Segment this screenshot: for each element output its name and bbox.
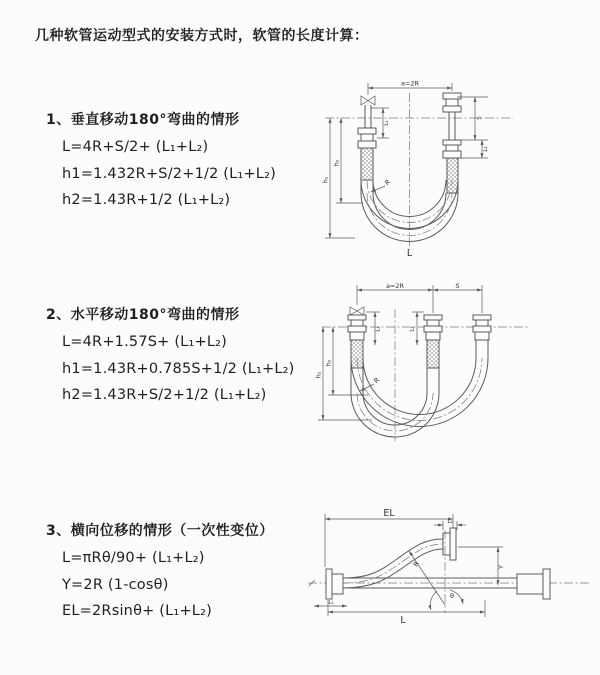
dimension-label-y: Y xyxy=(497,565,505,569)
dimension-s xyxy=(433,283,482,290)
dimension-el xyxy=(325,508,453,567)
formula-h2: h2=1.43R+S/2+1/2 (L₁+L₂) xyxy=(62,387,267,403)
right-pipe-fitting xyxy=(473,315,491,358)
dimension-a-2r xyxy=(357,283,482,313)
formula-h2: h2=1.43R+1/2 (L₁+L₂) xyxy=(62,192,231,208)
formula-length: L=πRθ/90+ (L₁+L₂) xyxy=(62,550,205,566)
braided-hose-section xyxy=(361,148,373,180)
dimension-s xyxy=(457,97,488,140)
formula-length: L=4R+1.57S+ (L₁+L₂) xyxy=(62,334,227,350)
formula-length: L=4R+S/2+ (L₁+L₂) xyxy=(62,139,209,155)
left-pipe-fitting xyxy=(358,105,376,180)
dimension-label-l1: L₁ xyxy=(384,120,390,126)
valve-icon xyxy=(361,96,375,105)
dimension-label-l1: L₁ xyxy=(328,600,334,606)
dimension-label-a: a=2R xyxy=(385,283,405,290)
dimension-y xyxy=(458,547,505,585)
dimension-label-el: EL xyxy=(383,508,395,519)
dimension-a-2r xyxy=(368,80,452,96)
dimension-label-a: a=2R xyxy=(400,79,420,88)
dimension-label-h2: h₂ xyxy=(324,359,333,367)
vertical-bend-diagram xyxy=(305,75,525,264)
section-2-heading: 2、水平移动180°弯曲的情形 xyxy=(46,307,240,323)
formula-h1: h1=1.432R+S/2+1/2 (L₁+L₂) xyxy=(62,165,276,182)
dimension-label-l2: L₂ xyxy=(409,326,416,332)
section-horizontal-180-bend xyxy=(46,304,295,414)
section-1-heading: 1、垂直移动180°弯曲的情形 xyxy=(46,112,240,128)
lateral-displacement-diagram xyxy=(300,505,600,634)
page-title: 几种软管运动型式的安装方式时，软管的长度计算： xyxy=(35,28,369,44)
middle-pipe-fitting xyxy=(424,315,442,368)
right-pipe-fitting xyxy=(443,93,461,193)
valve-icon xyxy=(350,307,364,315)
hose-u-bend-position-2 xyxy=(351,358,488,427)
section-lateral-displacement xyxy=(46,520,274,630)
formula-el: EL=2Rsinθ+ (L₁+L₂) xyxy=(62,603,212,619)
horizontal-bend-diagram xyxy=(310,283,540,452)
dimension-label-h1: h₁ xyxy=(314,371,323,379)
dimension-h1 xyxy=(322,118,356,238)
dimension-label-s: S xyxy=(455,283,460,290)
dimension-label-h2: h₂ xyxy=(332,159,341,167)
section-3-heading: 3、横向位移的情形（一次性变位） xyxy=(46,523,274,539)
dimension-label-h1: h₁ xyxy=(321,176,330,184)
radius-label: R xyxy=(383,177,393,187)
radius-label: R xyxy=(372,375,382,385)
angle-label: θ xyxy=(450,592,454,600)
length-label: L xyxy=(400,615,406,626)
length-label: L xyxy=(406,248,413,259)
left-flange-fitting xyxy=(326,569,343,599)
formula-y: Y=2R (1-cosθ) xyxy=(62,576,169,593)
dimension-l1 xyxy=(314,600,347,606)
braided-hose-section xyxy=(427,340,439,368)
dimension-l1 xyxy=(366,312,382,345)
dimension-label-l2: L₂ xyxy=(447,519,453,525)
dimension-l xyxy=(328,600,485,626)
dimension-label-l2: L₂ xyxy=(483,146,489,152)
dimension-l2 xyxy=(457,140,489,158)
braided-hose-section xyxy=(447,158,458,193)
radius-label: R xyxy=(411,560,421,568)
hose-displaced-position xyxy=(343,539,443,588)
dimension-label-s: S xyxy=(477,116,483,120)
dimension-l2 xyxy=(410,312,425,345)
right-flange-fitting xyxy=(517,569,550,599)
section-vertical-180-bend xyxy=(46,109,276,219)
dimension-label-l1: L₁ xyxy=(375,326,382,332)
formula-h1: h1=1.43R+0.785S+1/2 (L₁+L₂) xyxy=(62,360,295,377)
